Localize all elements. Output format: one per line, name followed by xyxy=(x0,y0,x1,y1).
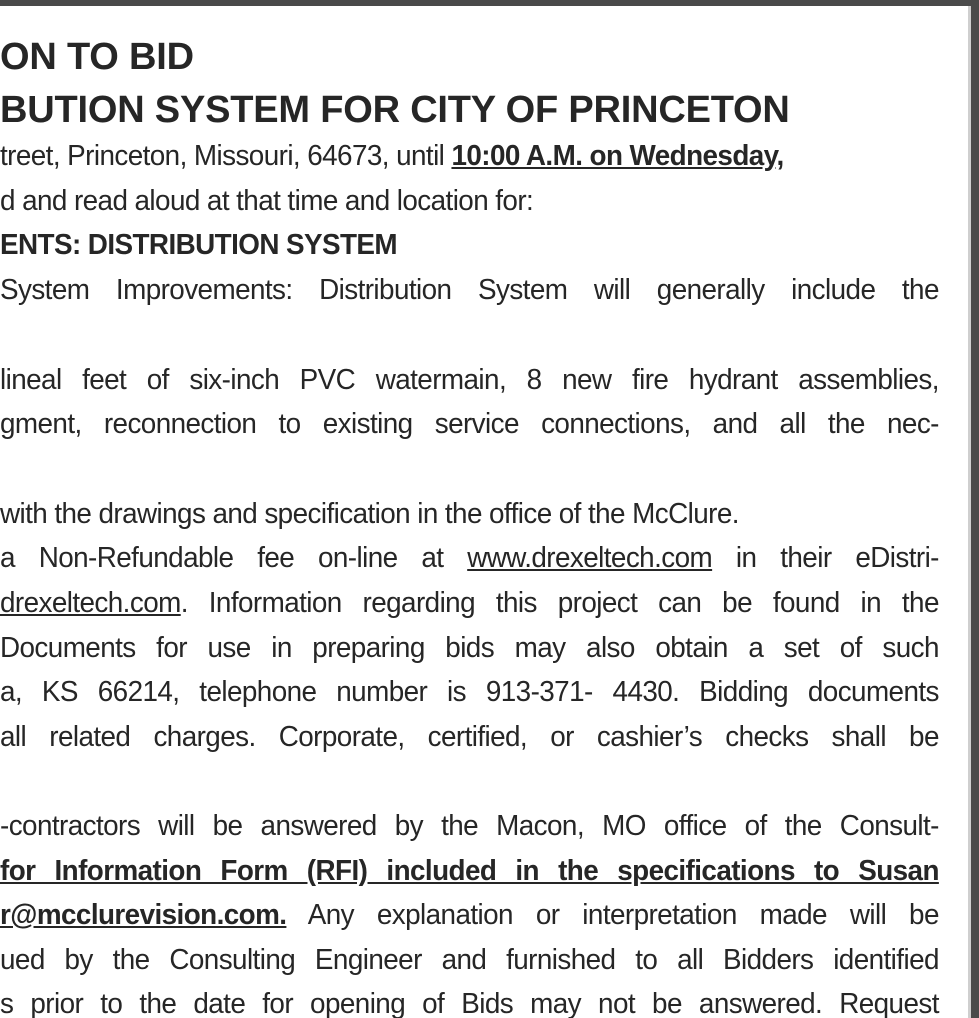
project-heading: ENTS: DISTRIBUTION SYSTEM xyxy=(0,229,398,261)
text-line-16-content: ued by the Consulting Engineer and furnished to all Bidders identified xyxy=(0,944,939,976)
text-line-12-content: all related charges. Corporate, certified, or cashier’s checks shall be xyxy=(0,721,939,753)
bid-deadline: 10:00 A.M. on Wednesday, xyxy=(451,140,784,172)
page-border-top xyxy=(0,0,979,6)
text-line-8-content xyxy=(0,544,939,573)
rfi-instructions xyxy=(0,857,939,886)
text-line-9 xyxy=(0,589,939,618)
notice-title: ON TO BID xyxy=(0,36,194,78)
text-line-11 xyxy=(0,678,939,707)
rfi-instructions-content: for Information Form (RFI) included in the specifications to Susan xyxy=(0,855,939,887)
text-line-10 xyxy=(0,634,939,663)
text-line-4 xyxy=(0,276,939,305)
drexeltech-link-2[interactable]: drexeltech.com xyxy=(0,587,181,619)
text-line-9-b: . Information regarding this project can be found in the xyxy=(180,587,939,619)
text-line-6-content: gment, reconnection to existing service connections, and all the nec- xyxy=(0,408,939,440)
text-line-6 xyxy=(0,410,939,439)
notice-subtitle: BUTION SYSTEM FOR CITY OF PRINCETON xyxy=(0,89,790,131)
text-line-15-content xyxy=(0,901,939,930)
text-line-1 xyxy=(0,142,784,171)
text-line-15 xyxy=(0,901,939,930)
text-line-13-content: -contractors will be answered by the Macon, MO office of the Consult- xyxy=(0,810,939,842)
text-line-7: with the drawings and specification in the office of the McClure. xyxy=(0,498,739,530)
text-line-1-a: treet, Princeton, Missouri, 64673, until xyxy=(0,140,452,172)
text-line-12 xyxy=(0,723,939,752)
text-line-2: d and read aloud at that time and location for: xyxy=(0,185,534,217)
text-line-15-b: Any explanation or interpretation made will be xyxy=(286,899,939,931)
page-border-right xyxy=(971,0,979,1018)
text-line-9-content xyxy=(0,589,939,618)
page-border-shadow xyxy=(968,6,971,1018)
text-line-5-content: lineal feet of six-inch PVC watermain, 8 new fire hydrant assemblies, xyxy=(0,364,939,396)
text-line-13 xyxy=(0,812,939,841)
drexeltech-link[interactable]: www.drexeltech.com xyxy=(467,542,713,574)
text-line-8-a: a Non-Refundable fee on-line at xyxy=(0,542,468,574)
text-line-17-content: s prior to the date for opening of Bids may not be answered. Request xyxy=(0,988,939,1018)
text-line-4-content: System Improvements: Distribution System will generally include the xyxy=(0,274,939,306)
text-line-10-content: Documents for use in preparing bids may also obtain a set of such xyxy=(0,632,939,664)
text-line-11-content: a, KS 66214, telephone number is 913-371- 4430. Bidding documents xyxy=(0,676,939,708)
email-link[interactable]: r@mcclurevision.com. xyxy=(0,899,287,931)
text-line-5 xyxy=(0,366,939,395)
text-line-8 xyxy=(0,544,939,573)
text-line-17 xyxy=(0,990,939,1018)
text-line-16 xyxy=(0,946,939,975)
text-line-8-c: in their eDistri- xyxy=(712,542,939,574)
